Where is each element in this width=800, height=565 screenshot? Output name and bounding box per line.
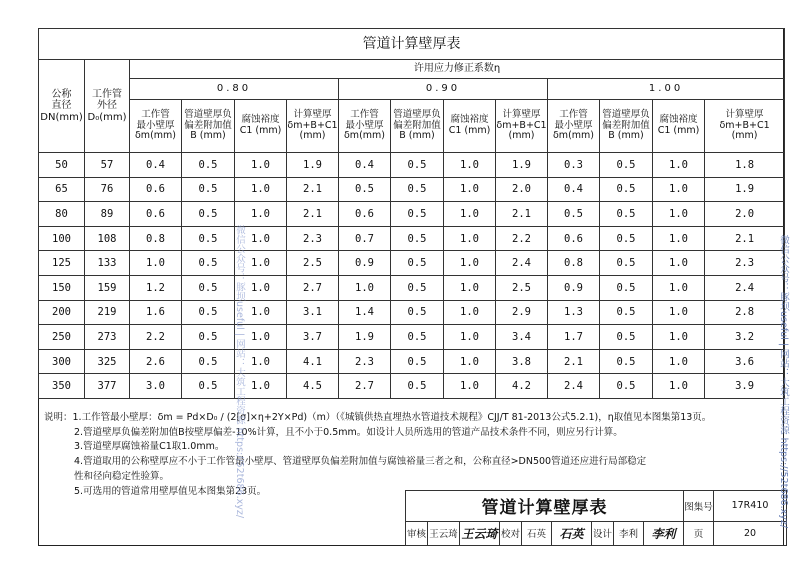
corrosion-allowance-header-line: C1 (mm) [657,125,700,136]
calc-thickness-header [496,100,548,153]
value-cell: 2.3 [705,251,785,276]
od-cell: 377 [85,374,130,399]
calc-thickness-header-line: (mm) [299,130,326,142]
atlas-number: 17R410 [714,491,787,522]
table-row [39,374,785,399]
min-wall-header [339,100,391,153]
value-cell: 1.0 [235,275,287,300]
table-body [39,153,785,399]
value-cell: 0.8 [130,226,182,251]
calc-thickness-header-line: δm+B+C1 [287,119,338,131]
value-cell: 2.5 [496,275,548,300]
od-header-line1: 工作管 [92,88,122,100]
value-cell: 2.4 [705,275,785,300]
watermark-right: 微信公众号：豚坝useful | 网站：大筑工程资源 https://52t686.xyz/ [778,235,789,529]
note-5: 5.可选用的管道常用壁厚值见本图集第23页。 [74,485,267,497]
table-row [39,177,785,202]
value-cell: 1.0 [444,349,496,374]
value-cell: 1.0 [444,275,496,300]
value-cell: 3.0 [130,374,182,399]
value-cell: 1.0 [653,202,705,227]
value-cell: 0.5 [182,349,235,374]
eta-100-header: 1.00 [548,79,785,100]
value-cell: 1.0 [235,251,287,276]
neg-deviation-header-line: 管道壁厚负 [602,108,650,120]
corrosion-allowance-header-line: 腐蚀裕度 [241,114,280,126]
value-cell: 2.1 [548,349,600,374]
value-cell: 0.5 [391,153,444,178]
corrosion-allowance-header-line: C1 (mm) [448,125,491,136]
value-cell: 0.5 [391,374,444,399]
table-row [39,251,785,276]
od-cell: 89 [85,202,130,227]
value-cell: 1.0 [444,251,496,276]
value-cell: 0.5 [391,349,444,374]
calc-thickness-header [287,100,339,153]
value-cell: 1.0 [653,153,705,178]
value-cell: 0.8 [548,251,600,276]
calc-thickness-header-line: (mm) [731,130,758,142]
value-cell: 3.4 [496,325,548,350]
value-cell: 0.5 [600,226,653,251]
od-cell: 108 [85,226,130,251]
value-cell: 2.5 [287,251,339,276]
note-4-cont: 性和径向稳定性验算。 [74,470,170,482]
value-cell: 0.5 [391,300,444,325]
page-label: 页 [684,521,714,545]
checker-signature: 石英 [552,521,592,545]
value-cell: 1.0 [235,177,287,202]
value-cell: 0.6 [339,202,391,227]
corrosion-allowance-header-line: 腐蚀裕度 [450,114,489,126]
corrosion-allowance-header [235,100,287,153]
value-cell: 1.0 [235,202,287,227]
value-cell: 1.0 [653,300,705,325]
value-cell: 0.5 [182,374,235,399]
value-cell: 1.0 [235,226,287,251]
value-cell: 0.4 [339,153,391,178]
value-cell: 4.2 [496,374,548,399]
eta-080-header: 0.80 [130,79,339,100]
dn-header [39,60,85,153]
dn-cell: 250 [39,325,85,350]
value-cell: 1.0 [235,300,287,325]
value-cell: 0.5 [182,202,235,227]
value-cell: 0.5 [182,300,235,325]
table-title: 管道计算壁厚表 [39,29,785,60]
value-cell: 0.5 [391,226,444,251]
value-cell: 1.2 [130,275,182,300]
od-cell: 219 [85,300,130,325]
value-cell: 0.5 [600,325,653,350]
value-cell: 0.5 [339,177,391,202]
value-cell: 1.0 [235,374,287,399]
od-cell: 57 [85,153,130,178]
value-cell: 0.5 [600,300,653,325]
value-cell: 1.0 [339,275,391,300]
column-header-row [39,100,785,153]
neg-deviation-header-line: 管道壁厚负 [393,108,441,120]
value-cell: 1.0 [444,300,496,325]
min-wall-header-line: 最小壁厚 [136,119,175,131]
value-cell: 0.5 [600,202,653,227]
value-cell: 1.0 [235,153,287,178]
value-cell: 0.9 [339,251,391,276]
table-row [39,202,785,227]
value-cell: 0.5 [548,202,600,227]
dn-cell: 65 [39,177,85,202]
value-cell: 0.5 [391,202,444,227]
dn-header-line1: 公称 [51,88,72,100]
corrosion-allowance-header-line: 腐蚀裕度 [659,114,698,126]
dn-header-line2: 直径 [51,100,72,112]
watermark-left: 微信公众号：豚坝useful | 网站：大筑工程资源 https://52t686.xyz/ [234,225,245,519]
eta-090-header: 0.90 [339,79,548,100]
reviewer-name: 王云琦 [428,521,460,545]
value-cell: 0.5 [182,177,235,202]
table-row [39,325,785,350]
value-cell: 2.0 [705,202,785,227]
dn-cell: 300 [39,349,85,374]
od-cell: 325 [85,349,130,374]
table-row [39,226,785,251]
notes-block [44,411,712,499]
od-header-line2: 外径 [97,100,117,112]
value-cell: 0.5 [600,275,653,300]
value-cell: 1.0 [444,374,496,399]
neg-deviation-header-line: 偏差附加值 [184,119,232,131]
dn-cell: 100 [39,226,85,251]
value-cell: 0.5 [600,374,653,399]
dn-header-line3: DN(mm) [40,111,83,123]
design-label: 设计 [592,521,614,545]
neg-deviation-header-line: B (mm) [190,130,226,142]
value-cell: 1.7 [548,325,600,350]
neg-deviation-header-line: 偏差附加值 [602,119,650,131]
value-cell: 1.0 [444,177,496,202]
calc-thickness-header-line: (mm) [508,130,535,142]
value-cell: 0.9 [548,275,600,300]
value-cell: 0.5 [600,177,653,202]
eta-group-header: 许用应力修正系数η [130,60,785,79]
min-wall-header-line: δm(mm) [135,130,176,142]
neg-deviation-header [391,100,444,153]
value-cell: 2.7 [287,275,339,300]
dn-cell: 150 [39,275,85,300]
reviewer-signature: 王云琦 [460,521,500,545]
calc-thickness-header-line: δm+B+C1 [719,119,770,131]
od-cell: 76 [85,177,130,202]
calc-thickness-header-line: 计算壁厚 [725,108,764,120]
min-wall-header-line: 最小壁厚 [554,119,593,131]
value-cell: 1.0 [235,349,287,374]
od-cell: 133 [85,251,130,276]
value-cell: 1.0 [653,275,705,300]
corrosion-allowance-header [444,100,496,153]
value-cell: 1.0 [653,374,705,399]
corrosion-allowance-header-line: C1 (mm) [239,125,282,136]
value-cell: 2.8 [705,300,785,325]
value-cell: 2.7 [339,374,391,399]
value-cell: 2.6 [130,349,182,374]
value-cell: 2.0 [496,177,548,202]
value-cell: 1.0 [235,325,287,350]
note-1: 说明：1.工作管最小壁厚：δm = Pd×D₀ / (2[σ]×η+2Y×Pd)（m）（《城镇供热直埋热水管道技术规程》CJJ/T 81-2013公式5.2.1)，η取值见本图集第13页。 [44,412,712,423]
dn-cell: 200 [39,300,85,325]
value-cell: 0.7 [339,226,391,251]
value-cell: 0.4 [548,177,600,202]
value-cell: 2.9 [496,300,548,325]
value-cell: 2.2 [496,226,548,251]
value-cell: 4.1 [287,349,339,374]
value-cell: 1.0 [653,325,705,350]
wall-thickness-table [38,28,785,399]
value-cell: 3.1 [287,300,339,325]
neg-deviation-header-line: B (mm) [608,130,644,142]
note-4: 4.管道取用的公称壁厚应不小于工作管最小壁厚、管道壁厚负偏差附加值与腐蚀裕量三者之和，公称直径>DN500管道还应进行局部稳定 [74,456,647,468]
check-label: 校对 [500,521,522,545]
value-cell: 1.0 [130,251,182,276]
min-wall-header-line: δm(mm) [344,130,385,142]
value-cell: 1.0 [653,349,705,374]
value-cell: 0.6 [130,202,182,227]
table-row [39,349,785,374]
value-cell: 1.4 [339,300,391,325]
value-cell: 0.5 [182,325,235,350]
od-cell: 273 [85,325,130,350]
designer-name: 李利 [614,521,644,545]
corrosion-allowance-header [653,100,705,153]
note-2: 2.管道壁厚负偏差附加值B按壁厚偏差-10%计算，且不小于0.5mm。如设计人员所选用的管道产品技术条件不同，则应另行计算。 [74,426,623,438]
checker-name: 石英 [522,521,552,545]
value-cell: 0.5 [391,251,444,276]
value-cell: 1.9 [705,177,785,202]
atlas-label: 图集号 [684,491,714,522]
value-cell: 3.9 [705,374,785,399]
value-cell: 1.6 [130,300,182,325]
min-wall-header [130,100,182,153]
neg-deviation-header-line: B (mm) [399,130,435,142]
value-cell: 2.1 [287,202,339,227]
value-cell: 2.2 [130,325,182,350]
value-cell: 1.9 [339,325,391,350]
value-cell: 0.5 [182,226,235,251]
value-cell: 3.6 [705,349,785,374]
value-cell: 1.0 [653,226,705,251]
value-cell: 1.0 [444,202,496,227]
calc-thickness-header-line: 计算壁厚 [293,108,332,120]
value-cell: 0.5 [182,251,235,276]
min-wall-header-line: 最小壁厚 [345,119,384,131]
value-cell: 3.7 [287,325,339,350]
value-cell: 0.5 [391,177,444,202]
calc-thickness-header-line: 计算壁厚 [502,108,541,120]
value-cell: 1.0 [444,226,496,251]
od-cell: 159 [85,275,130,300]
neg-deviation-header [182,100,235,153]
neg-deviation-header-line: 管道壁厚负 [184,108,232,120]
value-cell: 0.5 [600,349,653,374]
value-cell: 0.5 [391,325,444,350]
min-wall-header-line: 工作管 [141,108,170,120]
value-cell: 0.5 [391,275,444,300]
min-wall-header-line: 工作管 [559,108,588,120]
value-cell: 2.4 [496,251,548,276]
min-wall-header-line: δm(mm) [553,130,594,142]
value-cell: 1.0 [653,251,705,276]
value-cell: 1.0 [444,153,496,178]
value-cell: 4.5 [287,374,339,399]
calc-thickness-header-line: δm+B+C1 [496,119,547,131]
value-cell: 0.5 [600,153,653,178]
value-cell: 2.1 [287,177,339,202]
od-header-line3: D₀(mm) [87,111,127,123]
value-cell: 1.8 [705,153,785,178]
neg-deviation-header-line: 偏差附加值 [393,119,441,131]
title-block [405,490,787,546]
value-cell: 0.6 [548,226,600,251]
neg-deviation-header [600,100,653,153]
value-cell: 1.9 [287,153,339,178]
value-cell: 2.3 [287,226,339,251]
table-row [39,153,785,178]
dn-cell: 125 [39,251,85,276]
min-wall-header [548,100,600,153]
value-cell: 3.8 [496,349,548,374]
od-header [85,60,130,153]
value-cell: 2.3 [339,349,391,374]
min-wall-header-line: 工作管 [350,108,379,120]
dn-cell: 80 [39,202,85,227]
calc-thickness-header [705,100,785,153]
dn-cell: 50 [39,153,85,178]
value-cell: 0.3 [548,153,600,178]
designer-signature: 李利 [644,521,684,545]
table-row [39,300,785,325]
dn-cell: 350 [39,374,85,399]
value-cell: 2.4 [548,374,600,399]
value-cell: 2.1 [705,226,785,251]
note-3: 3.管道壁厚腐蚀裕量C1取1.0mm。 [74,441,225,453]
value-cell: 3.2 [705,325,785,350]
drawing-title: 管道计算壁厚表 [406,491,684,522]
value-cell: 1.0 [444,325,496,350]
value-cell: 1.3 [548,300,600,325]
review-label: 审核 [406,521,428,545]
value-cell: 1.0 [653,177,705,202]
value-cell: 2.1 [496,202,548,227]
value-cell: 0.6 [130,177,182,202]
value-cell: 0.5 [182,275,235,300]
table-row [39,275,785,300]
page-number: 20 [714,521,787,545]
value-cell: 0.4 [130,153,182,178]
value-cell: 0.5 [600,251,653,276]
value-cell: 0.5 [182,153,235,178]
value-cell: 1.9 [496,153,548,178]
